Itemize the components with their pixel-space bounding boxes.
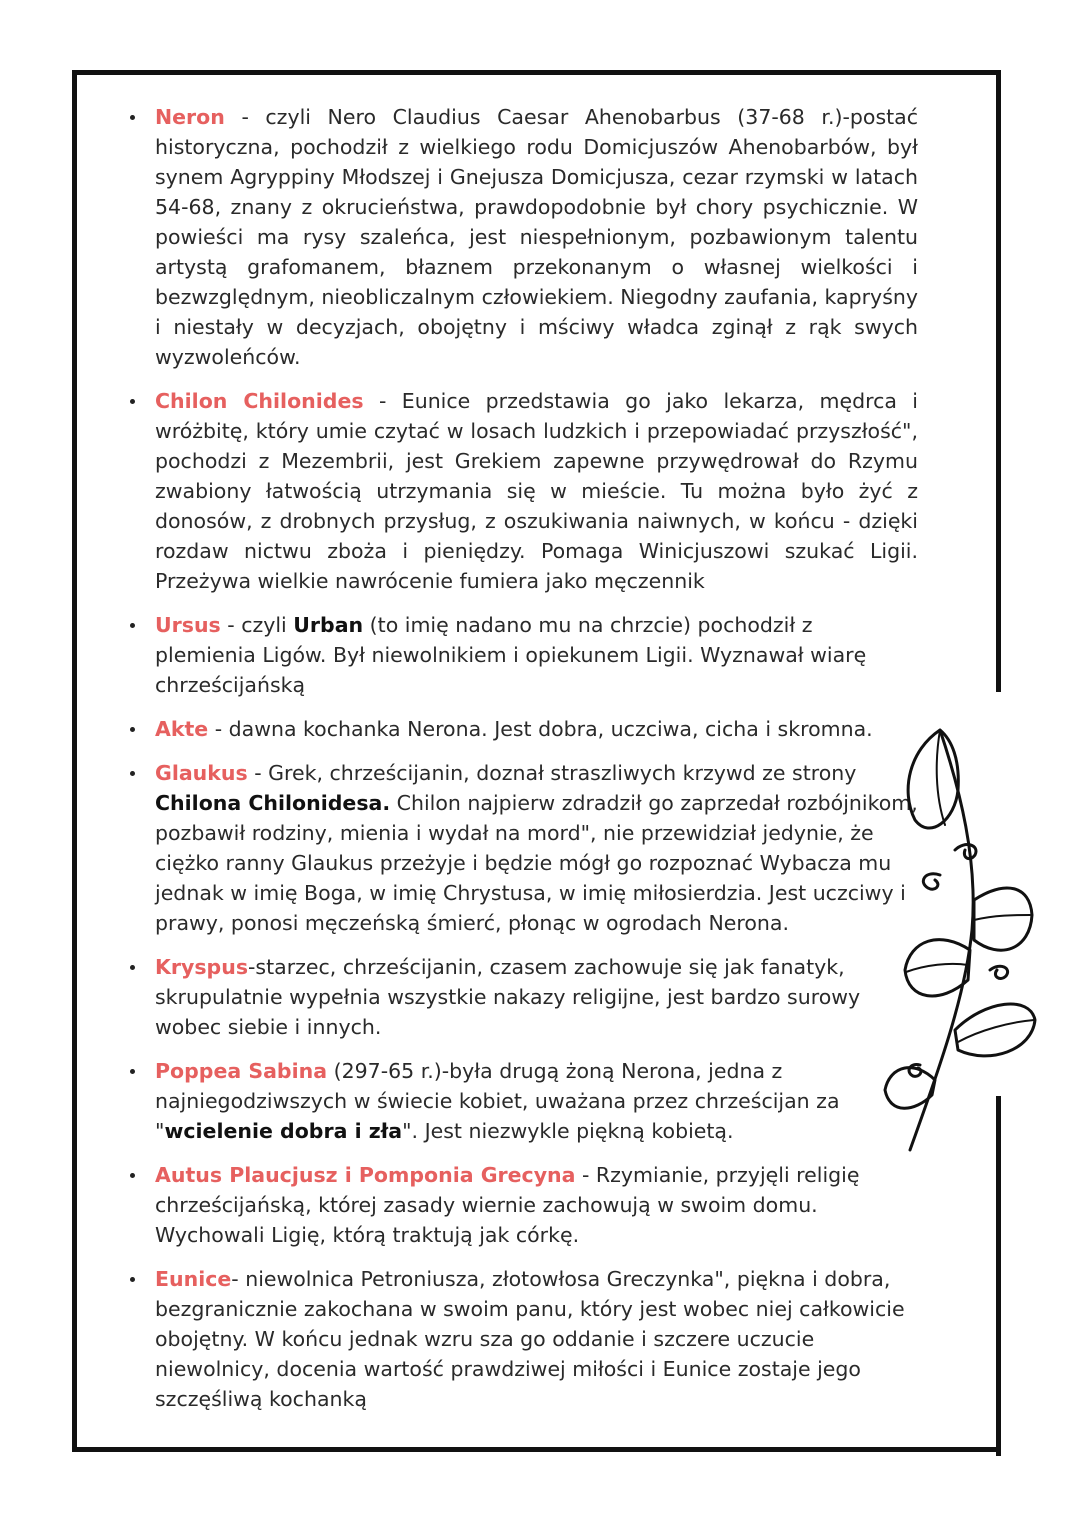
character-description: -starzec, chrześcijanin, czasem zachowuje się jak fanatyk, skrupulatnie wypełnia wszystkie nakazy religijne, jest bardzo surowy wobec siebie i innych. [155,955,861,1039]
character-description: - Grek, chrześcijanin, doznał straszliwych krzywd ze strony [247,761,857,785]
entry-akte [128,714,918,744]
character-name: Akte [155,717,209,741]
entry-neron [128,102,918,372]
character-name: Kryspus [155,955,249,979]
character-name: Ursus [155,613,221,637]
character-description: - czyli Nero Claudius Caesar Ahenobarbus (37-68 r.)-postać historyczna, pochodził z wielkiego rodu Domicjuszów Ahenobarbów, był synem Agryppiny Młodszej i Gnejusza Domicjusza, cezar rzymski w latach 54-68, znany z okrucieństwa, prawdopodobnie był chory psychicznie. W powieści ma rysy szaleńca, jest niespełnionym, pozbawionym talentu artystą grafomanem, błaznem przekonanym o własnej wielkości i bezwzględnym, nieobliczalnym człowiekiem. Niegodny zaufania, kapryśny i niestały w decyzjach, obojętny i mściwy władca zginął z rąk swych wyzwoleńców. [155,105,918,369]
character-name: Glaukus [155,761,248,785]
character-list-content [128,102,918,1428]
character-description: Chilon najpierw zdradził go zaprzedał rozbójnikom, pozbawił rodziny, mienia i wydał na mord", nie przewidział jedynie, że ciężko ranny Glaukus przeżyje i będzie mógł go rozpoznać Wybacza mu jednak w imię Boga, w imię Chrystusa, w imię miłosierdzia. Jest uczciwy i prawy, ponosi męczeńską śmierć, płonąc w ogrodach Nerona. [155,791,918,935]
entry-ursus [128,610,918,700]
character-name: Poppea Sabina [155,1059,328,1083]
character-alias: Urban [293,613,364,637]
leaf-branch-icon [880,700,1040,1160]
character-description: - czyli [220,613,294,637]
entry-poppea [128,1056,918,1146]
character-description: - niewolnica Petroniusza, złotowłosa Greczynka", piękna i dobra, bezgranicznie zakochana w swoim panu, który jest wobec niej całkowicie obojętny. W końcu jednak wzru sza go oddanie i szczere uczucie niewolnicy, docenia wartość prawdziwej miłości i Eunice zostaje jego szczęśliwą kochanką [155,1267,905,1411]
character-name: Autus Plaucjusz i Pomponia Grecyna [155,1163,576,1187]
character-description: (to imię nadano mu na chrzcie) pochodził z plemienia Ligów. Był niewolnikiem i opiekunem Ligii. Wyznawał wiarę chrześcijańską [155,613,867,697]
entry-eunice [128,1264,918,1414]
entry-plaucjusz [128,1160,918,1250]
entry-chilon [128,386,918,596]
entry-glaukus [128,758,918,938]
character-list [128,102,918,1414]
character-reference: Chilona Chilonidesa. [155,791,391,815]
character-description: - dawna kochanka Nerona. Jest dobra, uczciwa, cicha i skromna. [208,717,873,741]
highlighted-phrase: wcielenie dobra i zła [164,1119,403,1143]
character-description: (297-65 r.)-była drugą żoną Nerona, jedna z najniegodziwszych w świecie kobiet, uważana przez chrześcijan za " [155,1059,840,1143]
character-name: Chilon Chilonides [155,389,364,413]
entry-kryspus [128,952,918,1042]
character-description: ". Jest niezwykle piękną kobietą. [402,1119,734,1143]
page-border-right-top [996,70,1001,692]
character-name: Neron [155,105,225,129]
character-description: - Eunice przedstawia go jako lekarza, mędrca i wróżbitę, który umie czytać w losach ludzkich i przepowiadać przyszłość", pochodzi z Mezembrii, jest Grekiem zapewne przywędrował do Rzymu zwabiony łatwością utrzymania się w mieście. Tu można było żyć z donosów, z drobnych przysług, z oszukiwania naiwnych, w końcu - dzięki rozdaw nictwu zboża i pieniędzy. Pomaga Winicjuszowi szukać Ligii. Przeżywa wielkie nawrócenie fumiera jako męczennik [155,389,918,593]
character-name: Eunice [155,1267,232,1291]
character-description: - Rzymianie, przyjęli religię chrześcijańską, której zasady wiernie zachowują w swoim domu. Wychowali Ligię, którą traktują jak córkę. [155,1163,860,1247]
